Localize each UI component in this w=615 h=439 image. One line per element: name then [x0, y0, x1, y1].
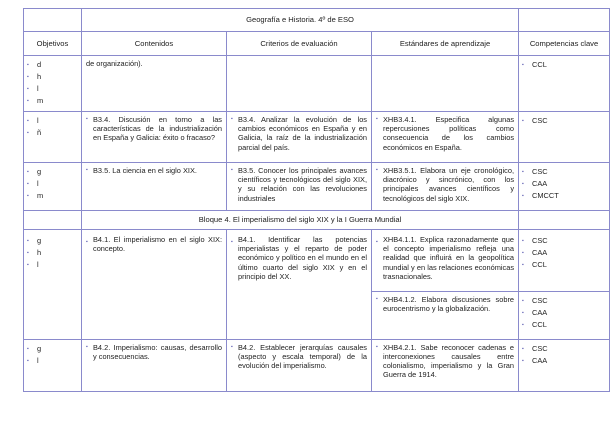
objetivo-item: ▪ g: [27, 166, 81, 178]
criterio-text: ▪ B3.4. Analizar la evolución de los cambios económicos en España y en Galicia, la raíz de la industrialización parcial del país.: [227, 112, 371, 154]
contenidos-cell: [82, 235, 227, 339]
objetivo-item: ▪ l: [27, 355, 81, 367]
contenido-text: ▪ B3.5. La ciencia en el siglo XIX.: [82, 163, 226, 177]
estandar-text: ▪ XHB4.1.2. Elabora discusiones sobre eurocentrismo y la globalización.: [372, 292, 518, 315]
competencias-cell: [519, 112, 610, 163]
competencias-cell: [519, 163, 610, 211]
table-row: [24, 163, 610, 211]
objetivo-item: ▪ h: [27, 247, 81, 259]
objetivos-cell: [24, 339, 82, 391]
contenidos-cell: [82, 56, 227, 112]
objetivos-cell: [24, 235, 82, 339]
objetivo-item: ▪ h: [27, 71, 81, 83]
table-row: [24, 339, 610, 391]
competencia-item: ▪ CCL: [522, 259, 609, 271]
objetivo-item: ▪ m: [27, 190, 81, 202]
criterios-cell: [227, 163, 372, 211]
objetivo-item: ▪ l: [27, 178, 81, 190]
competencia-item: ▪ CSC: [522, 343, 609, 355]
competencia-item: ▪ CSC: [522, 295, 609, 307]
curriculum-table: [23, 8, 610, 392]
competencias-cell: [519, 235, 610, 291]
header-estandares: Estándares de aprendizaje: [372, 32, 519, 56]
contenido-text: ▪ B4.2. Imperialismo: causas, desarrollo y consecuencias.: [82, 340, 226, 363]
block-heading-row: [24, 211, 610, 230]
criterios-cell: [227, 339, 372, 391]
block-4-heading: Bloque 4. El imperialismo del siglo XIX y la I Guerra Mundial: [82, 211, 519, 230]
estandar-text: ▪ XHB4.1.1. Explica razonadamente que el concepto imperialismo refleja una realidad que influirá en la geopolítica mundial y en las relaciones económicas trasnacionales.: [372, 235, 518, 283]
title-row: [24, 9, 610, 32]
block-empty-cell: [519, 211, 610, 230]
objetivo-item: ▪ l: [27, 115, 81, 127]
estandares-cell: [372, 163, 519, 211]
block-empty-cell: [24, 211, 82, 230]
competencia-item: ▪ CAA: [522, 178, 609, 190]
objetivos-cell: [24, 163, 82, 211]
contenidos-cell: [82, 112, 227, 163]
criterios-cell: [227, 112, 372, 163]
objetivos-cell: [24, 56, 82, 112]
competencias-cell: [519, 56, 610, 112]
estandares-cell: [372, 291, 519, 339]
competencias-cell: [519, 339, 610, 391]
objetivo-item: ▪ m: [27, 95, 81, 107]
objetivo-item: ▪ l: [27, 259, 81, 271]
estandares-cell: [372, 235, 519, 291]
competencia-item: ▪ CAA: [522, 247, 609, 259]
criterios-cell: [227, 235, 372, 339]
objetivo-item: ▪ d: [27, 59, 81, 71]
criterio-text: ▪ B4.1. Identificar las potencias imperialistas y el reparto de poder económico y político en el mundo en el último cuarto del siglo XIX y en el principio del XX.: [227, 235, 371, 283]
header-contenidos: Contenidos: [82, 32, 227, 56]
header-criterios: Criterios de evaluación: [227, 32, 372, 56]
objetivo-item: ▪ g: [27, 343, 81, 355]
estandares-cell: [372, 56, 519, 112]
header-row: [24, 32, 610, 56]
title-empty-cell: [24, 9, 82, 32]
competencias-cell: [519, 291, 610, 339]
objetivo-item: ▪ l: [27, 83, 81, 95]
estandar-text: ▪ XHB4.2.1. Sabe reconocer cadenas e interconexiones causales entre colonialismo, imperialismo y la Gran Guerra de 1914.: [372, 340, 518, 382]
contenido-text: de organización).: [86, 59, 143, 68]
objetivo-item: ▪ g: [27, 235, 81, 247]
table-row: [24, 235, 610, 291]
competencia-item: ▪ CSC: [522, 166, 609, 178]
competencia-item: ▪ CCL: [522, 319, 609, 331]
objetivo-item: ▪ ñ: [27, 127, 81, 139]
competencia-item: ▪ CSC: [522, 115, 609, 127]
table-title: Geografía e Historia. 4º de ESO: [82, 9, 519, 32]
header-objetivos: Objetivos: [24, 32, 82, 56]
competencia-item: ▪ CSC: [522, 235, 609, 247]
competencia-item: ▪ CMCCT: [522, 190, 609, 202]
estandar-text: ▪ XHB3.4.1. Especifica algunas repercusiones políticas como consecuencia de los cambios económicos en España.: [372, 112, 518, 154]
criterio-text: ▪ B4.2. Establecer jerarquías causales (aspecto y escala temporal) de la evolución del imperialismo.: [227, 340, 371, 373]
table-row: [24, 112, 610, 163]
curriculum-table-container: [23, 8, 609, 392]
criterio-text: ▪ B3.5. Conocer los principales avances científicos y tecnológicos del siglo XIX, y su relación con las revoluciones industriales: [227, 163, 371, 205]
criterios-cell: [227, 56, 372, 112]
header-competencias: Competencias clave: [519, 32, 610, 56]
contenido-text: ▪ B4.1. El imperialismo en el siglo XIX: concepto.: [82, 235, 226, 255]
estandares-cell: [372, 339, 519, 391]
contenidos-cell: [82, 163, 227, 211]
contenidos-cell: [82, 339, 227, 391]
contenido-text: ▪ B3.4. Discusión en torno a las características de la industrialización en España y Galicia: éxito o fracaso?: [82, 112, 226, 145]
table-row: [24, 56, 610, 112]
estandares-cell: [372, 112, 519, 163]
competencia-item: ▪ CCL: [522, 59, 609, 71]
estandar-text: ▪ XHB3.5.1. Elabora un eje cronológico, diacrónico y sincrónico, con los principales avances científicos y tecnológicos del siglo XIX.: [372, 163, 518, 205]
competencia-item: ▪ CAA: [522, 355, 609, 367]
objetivos-cell: [24, 112, 82, 163]
competencia-item: ▪ CAA: [522, 307, 609, 319]
title-empty-cell: [519, 9, 610, 32]
